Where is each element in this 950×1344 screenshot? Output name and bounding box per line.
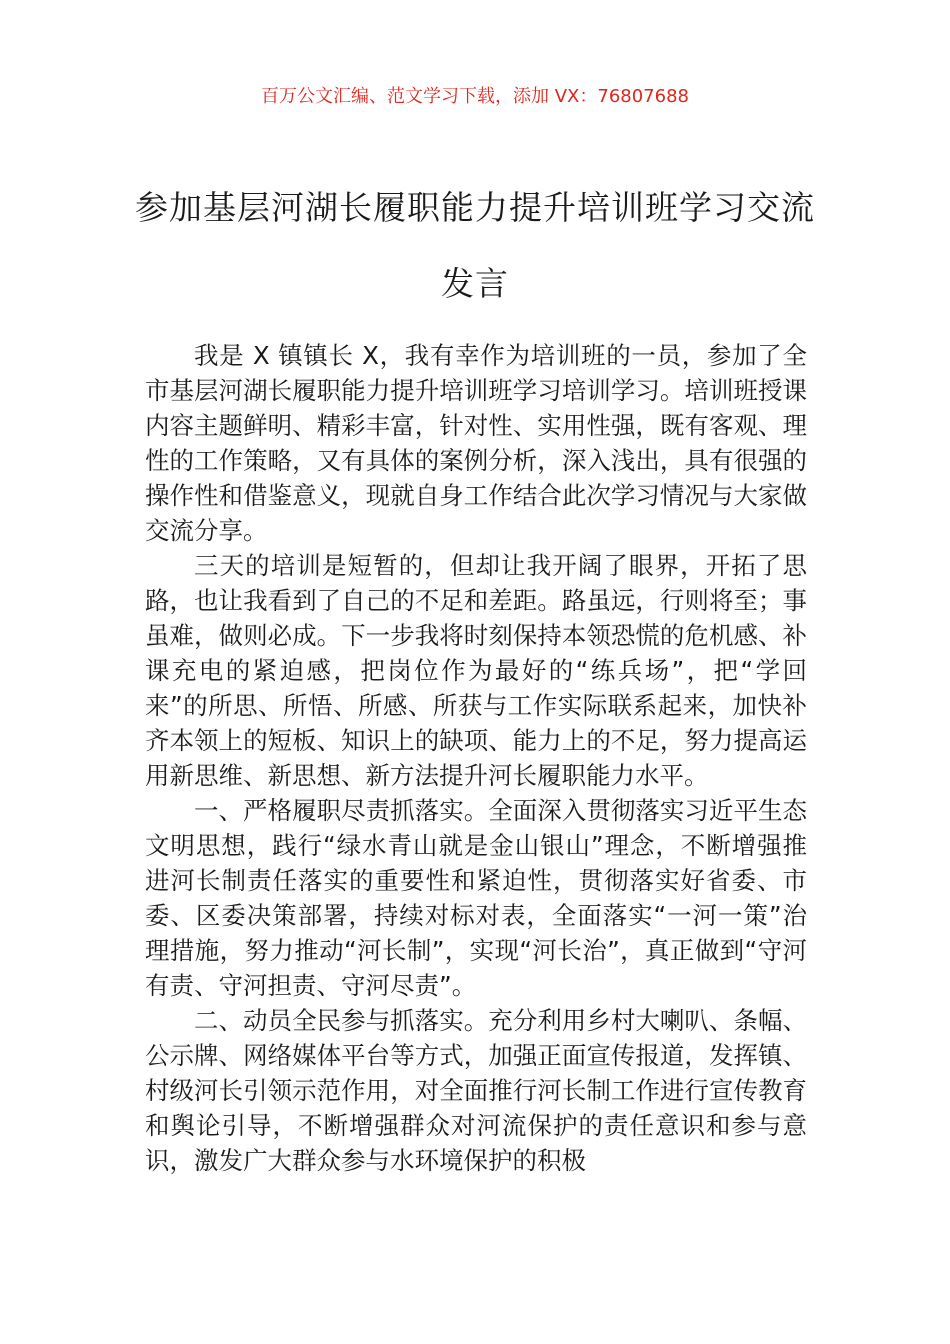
paragraph: 我是 X 镇镇长 X，我有幸作为培训班的一员，参加了全市基层河湖长履职能力提升培训班学习培训学习。培训班授课内容主题鲜明、精彩丰富，针对性、实用性强，既有客观、理性的工作策略，又有具体的案例分析，深入浅出，具有很强的操作性和借鉴意义，现就自身工作结合此次学习情况与大家做交流分享。: [145, 341, 807, 545]
document-title: 参加基层河湖长履职能力提升培训班学习交流发言: [135, 188, 815, 303]
document-body: [145, 338, 807, 1178]
paragraph: 二、动员全民参与抓落实。充分利用乡村大喇叭、条幅、公示牌、网络媒体平台等方式，加强正面宣传报道，发挥镇、村级河长引领示范作用，对全面推行河长制工作进行宣传教育和舆论引导，不断增强群众对河流保护的责任意识和参与意识，激发广大群众参与水环境保护的积极: [145, 1006, 807, 1175]
paragraph: 一、严格履职尽责抓落实。全面深入贯彻落实习近平生态文明思想，践行“绿水青山就是金山银山”理念，不断增强推进河长制责任落实的重要性和紧迫性，贯彻落实好省委、市委、区委决策部署，持续对标对表，全面落实“一河一策”治理措施，努力推动“河长制”，实现“河长治”，真正做到“守河有责、守河担责、守河尽责”。: [145, 796, 807, 1000]
paragraph: 三天的培训是短暂的，但却让我开阔了眼界，开拓了思路，也让我看到了自己的不足和差距。路虽远，行则将至；事虽难，做则必成。下一步我将时刻保持本领恐慌的危机感、补课充电的紧迫感，把岗位作为最好的“练兵场”，把“学回来”的所思、所悟、所感、所获与工作实际联系起来，加快补齐本领上的短板、知识上的缺项、能力上的不足，努力提高运用新思维、新思想、新方法提升河长履职能力水平。: [145, 551, 807, 790]
download-notice: 百万公文汇编、范文学习下载，添加 VX：76807688: [261, 86, 689, 107]
